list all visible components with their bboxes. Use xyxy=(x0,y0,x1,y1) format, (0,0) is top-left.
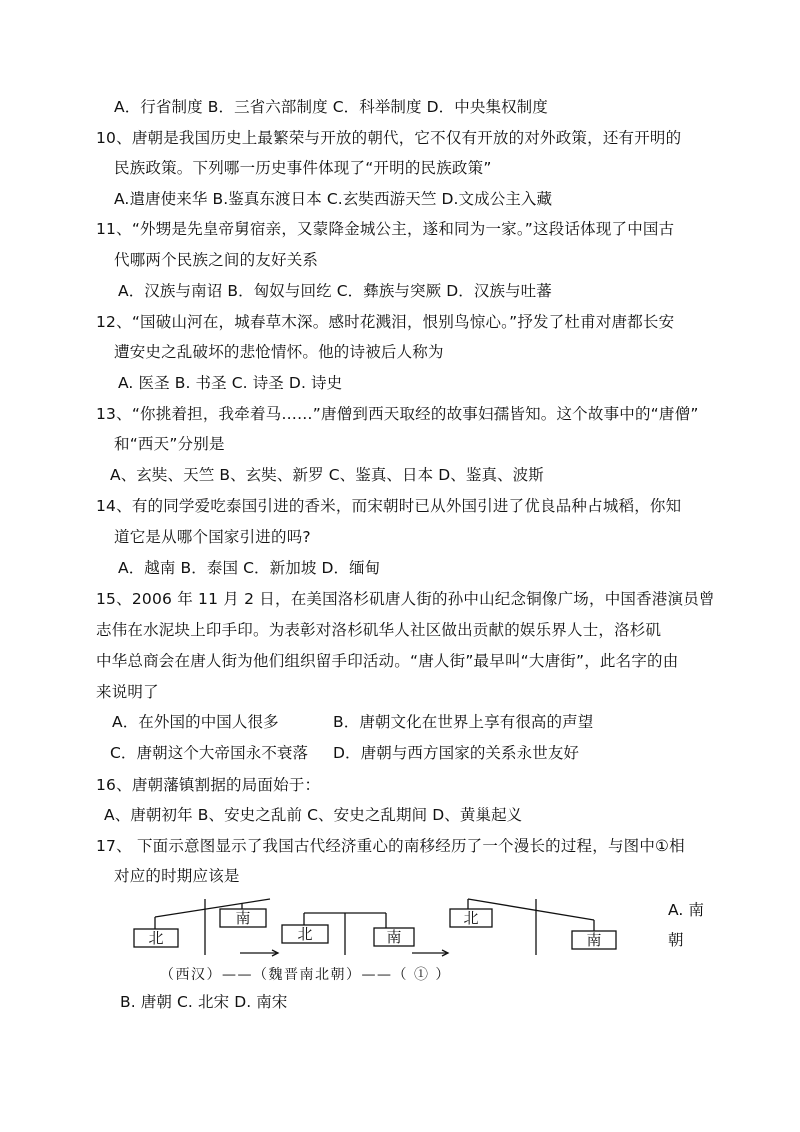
diagram-caption: （西汉）——（魏晋南北朝）——（ ① ） xyxy=(160,967,451,983)
q15-option-d: D．唐朝与西方国家的关系永世友好 xyxy=(333,744,580,762)
q14-line2: 道它是从哪个国家引进的吗? xyxy=(114,528,311,546)
scale-1-south-label: 南 xyxy=(235,909,251,927)
q13-line2: 和“西天”分别是 xyxy=(114,435,225,453)
q17-line1: 17、 下面示意图显示了我国古代经济重心的南移经历了一个漫长的过程，与图中①相 xyxy=(96,837,685,855)
q15-line3: 中华总商会在唐人街为他们组织留手印活动。“唐人街”最早叫“大唐街”，此名字的由 xyxy=(96,652,679,670)
scale-1-north-label: 北 xyxy=(148,929,164,947)
q11-line1: 11、“外甥是先皇帝舅宿亲，又蒙降金城公主，遂和同为一家。”这段话体现了中国古 xyxy=(96,220,675,238)
q15-line2: 志伟在水泥块上印手印。为表彰对洛杉矶华人社区做出贡献的娱乐界人士，洛杉矶 xyxy=(96,621,662,639)
scale-3-south-label: 南 xyxy=(586,931,602,949)
q15-option-c: C．唐朝这个大帝国永不衰落 xyxy=(110,744,309,762)
q16-options: A、唐朝初年 B、安史之乱前 C、安史之乱期间 D、黄巢起义 xyxy=(104,806,523,824)
q14-line1: 14、有的同学爱吃泰国引进的香米，而宋朝时已从外国引进了优良品种占城稻，你知 xyxy=(96,497,682,515)
q15-line4: 来说明了 xyxy=(96,683,159,701)
scale-3-north-label: 北 xyxy=(463,909,479,927)
q11-line2: 代哪两个民族之间的友好关系 xyxy=(114,251,319,269)
q14-options: A．越南 B．泰国 C．新加坡 D．缅甸 xyxy=(118,559,381,577)
q15-line1: 15、2006 年 11 月 2 日，在美国洛杉矶唐人街的孙中山纪念铜像广场，中国香港演员曾 xyxy=(96,590,715,608)
q10-line1: 10、唐朝是我国历史上最繁荣与开放的朝代，它不仅有开放的对外政策，还有开明的 xyxy=(96,129,682,147)
q10-options: A.遣唐使来华 B.鉴真东渡日本 C.玄奘西游天竺 D.文成公主入藏 xyxy=(114,190,553,208)
q15-option-b: B．唐朝文化在世界上享有很高的声望 xyxy=(333,713,594,731)
q15-option-a: A．在外国的中国人很多 xyxy=(112,713,279,731)
q10-line2: 民族政策。下列哪一历史事件体现了“开明的民族政策” xyxy=(114,159,492,177)
scale-2-south-label: 南 xyxy=(386,928,402,946)
q17-options: B. 唐朝 C. 北宋 D. 南宋 xyxy=(120,993,288,1011)
q17-line2: 对应的时期应该是 xyxy=(114,867,240,885)
scale-1-beam xyxy=(155,899,270,917)
q13-options: A、玄奘、天竺 B、玄奘、新罗 C、鉴真、日本 D、鉴真、波斯 xyxy=(110,466,544,484)
q11-options: A．汉族与南诏 B．匈奴与回纥 C．彝族与突厥 D．汉族与吐蕃 xyxy=(118,282,552,300)
q9-options: A．行省制度 B．三省六部制度 C．科举制度 D．中央集权制度 xyxy=(114,98,548,116)
q17-option-a-part1: A. 南 xyxy=(668,901,705,919)
q13-line1: 13、“你挑着担，我牵着马……”唐僧到西天取经的故事妇孺皆知。这个故事中的“唐僧” xyxy=(96,405,699,423)
economic-center-diagram xyxy=(120,895,640,990)
q12-line2: 遭安史之乱破坏的悲怆情怀。他的诗被后人称为 xyxy=(114,343,444,361)
q17-option-a-part2: 朝 xyxy=(668,931,684,949)
q12-options: A. 医圣 B. 书圣 C. 诗圣 D. 诗史 xyxy=(118,374,343,392)
q12-line1: 12、“国破山河在，城春草木深。感时花溅泪，恨别鸟惊心。”抒发了杜甫对唐都长安 xyxy=(96,313,675,331)
scale-2-north-label: 北 xyxy=(297,925,313,943)
q16-line1: 16、唐朝藩镇割据的局面始于： xyxy=(96,776,321,794)
